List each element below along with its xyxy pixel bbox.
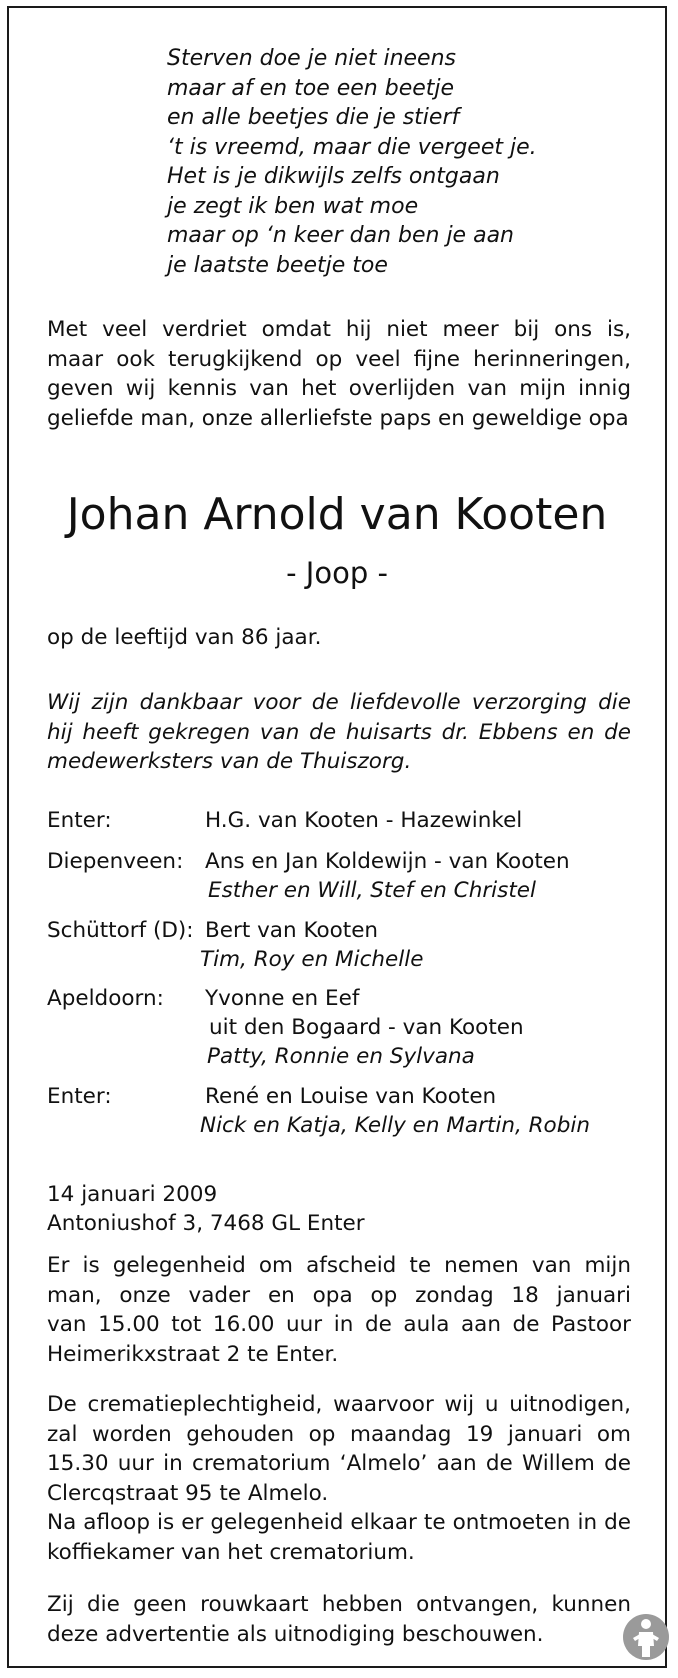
cremation-line: 15.30 uur in crematorium ‘Almelo’ aan de Willem de	[47, 1451, 631, 1476]
notice-date: 14 januari 2009	[47, 1182, 218, 1207]
family-member: uit den Bogaard - van Kooten	[209, 1015, 524, 1040]
family-member: Ans en Jan Koldewijn - van Kooten	[205, 849, 570, 874]
family-member: Bert van Kooten	[205, 918, 379, 943]
intro-line: geliefde man, onze allerliefste paps en geweldige opa	[47, 405, 629, 431]
farewell-line: Heimerikxstraat 2 te Enter.	[47, 1341, 339, 1367]
family-place: Enter:	[47, 808, 112, 833]
poem-line: je laatste beetje toe	[167, 252, 388, 278]
family-member: H.G. van Kooten - Hazewinkel	[205, 808, 523, 833]
deceased-nickname: - Joop -	[286, 556, 388, 590]
cremation-line: Clercqstraat 95 te Almelo.	[47, 1480, 329, 1506]
closing-paragraph	[47, 1590, 631, 1649]
poem-line: ‘t is vreemd, maar die vergeet je.	[167, 134, 537, 160]
thanks-paragraph	[47, 688, 631, 777]
intro-line: maar ook terugkijkend op veel fijne herinneringen,	[47, 346, 631, 372]
family-member: René en Louise van Kooten	[205, 1084, 497, 1109]
thanks-line: medewerksters van de Thuiszorg.	[47, 749, 412, 774]
poem	[167, 44, 537, 280]
farewell-line: man, onze vader en opa op zondag 18 januari	[47, 1282, 631, 1308]
poem-line: Het is je dikwijls zelfs ontgaan	[167, 164, 500, 189]
family-children: Tim, Roy en Michelle	[200, 947, 424, 972]
poem-line: maar op ‘n keer dan ben je aan	[167, 223, 514, 248]
obituary-notice	[7, 6, 667, 1668]
cremation-line: zal worden gehouden op maandag 19 januari om	[47, 1421, 631, 1447]
family-children: Patty, Ronnie en Sylvana	[207, 1044, 475, 1069]
notice-address: Antoniushof 3, 7468 GL Enter	[47, 1211, 365, 1236]
intro-paragraph	[47, 315, 631, 433]
poem-line: en alle beetjes die je stierf	[167, 105, 460, 130]
age-line: op de leeftijd van 86 jaar.	[47, 625, 322, 650]
family-member: Yvonne en Eef	[205, 986, 360, 1011]
family-children: Esther en Will, Stef en Christel	[208, 878, 536, 903]
closing-line: Zij die geen rouwkaart hebben ontvangen, kunnen	[47, 1592, 631, 1617]
after-line: koffiekamer van het crematorium.	[47, 1539, 415, 1565]
deceased-name: Johan Arnold van Kooten	[66, 489, 608, 540]
family-place: Schüttorf (D):	[47, 918, 194, 943]
intro-line: geven wij kennis van het overlijden van mijn innig	[47, 376, 631, 401]
cremation-line: De crematieplechtigheid, waarvoor wij u uitnodigen,	[47, 1392, 631, 1417]
thanks-line: Wij zijn dankbaar voor de liefdevolle verzorging die	[47, 690, 631, 715]
thanks-line: hij heeft gekregen van de huisarts dr. Ebbens en de	[47, 719, 631, 745]
after-line: Na afloop is er gelegenheid elkaar te ontmoeten in de	[47, 1510, 631, 1535]
family-children: Nick en Katja, Kelly en Martin, Robin	[200, 1113, 590, 1138]
poem-line: je zegt ik ben wat moe	[167, 193, 419, 219]
poem-line: maar af en toe een beetje	[167, 75, 455, 101]
closing-line: deze advertentie als uitnodiging beschouwen.	[47, 1621, 544, 1647]
family-place: Enter:	[47, 1084, 112, 1109]
cremation-paragraph	[47, 1390, 631, 1567]
farewell-line: Er is gelegenheid om afscheid te nemen van mijn	[47, 1253, 631, 1278]
intro-line: Met veel verdriet omdat hij niet meer bij ons is,	[47, 317, 631, 342]
family-place: Apeldoorn:	[47, 986, 164, 1011]
farewell-line: van 15.00 tot 16.00 uur in de aula aan de Pastoor	[47, 1312, 631, 1337]
memorial-figure-icon	[621, 1612, 671, 1662]
poem-line: Sterven doe je niet ineens	[167, 46, 456, 71]
farewell-paragraph	[47, 1251, 631, 1369]
family-place: Diepenveen:	[47, 849, 184, 874]
